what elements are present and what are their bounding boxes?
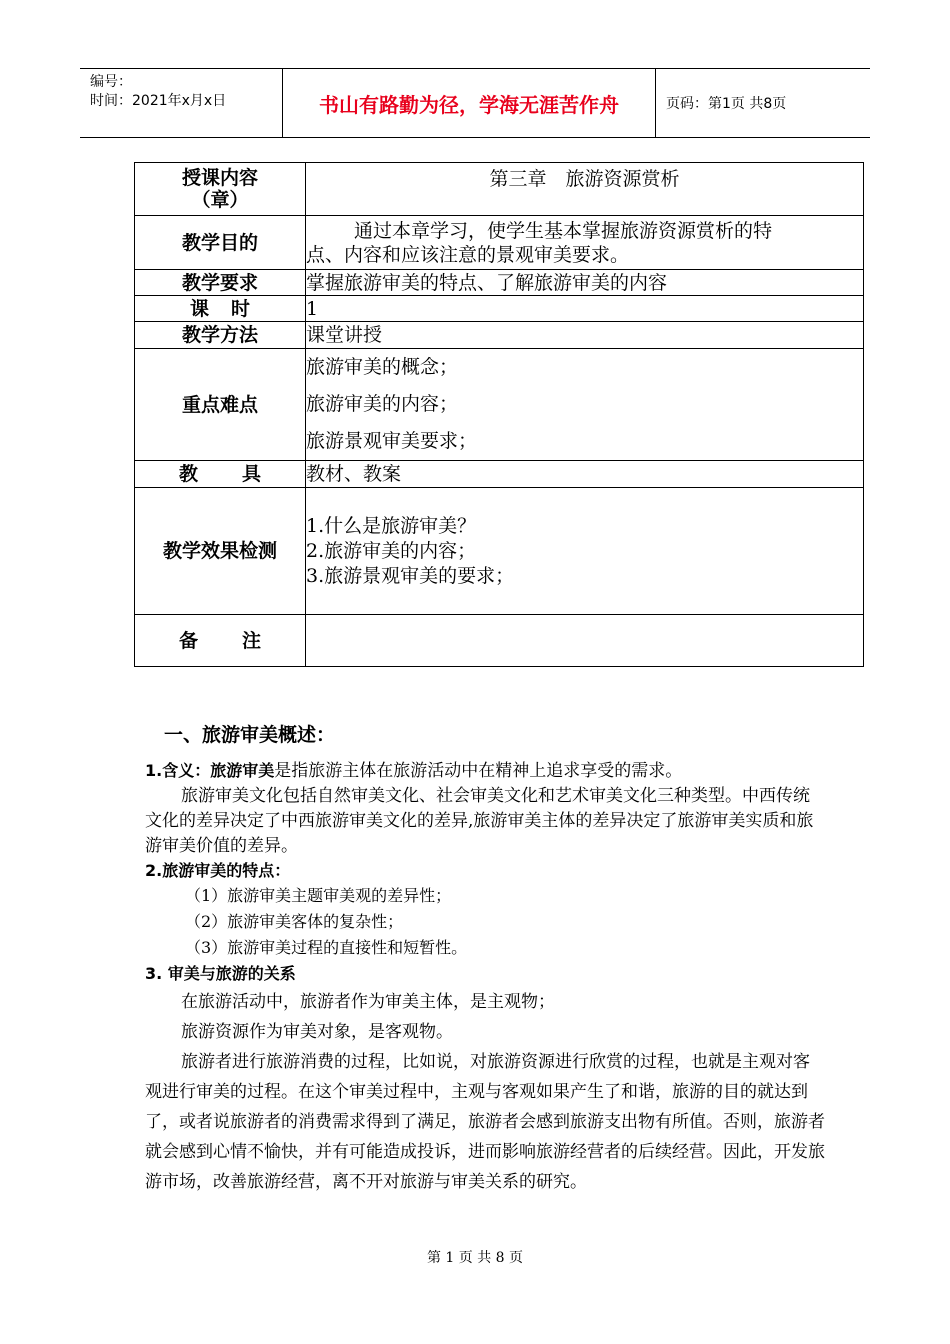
table-row [135, 461, 864, 488]
requirement-label: 教学要求 [135, 270, 306, 296]
content-value: 第三章 旅游资源赏析 [306, 163, 864, 216]
relation-paragraph: 旅游者进行旅游消费的过程，比如说，对旅游资源进行欣赏的过程，也就是主观对客观进行审美的过程。在这个审美过程中，主观与客观如果产生了和谐，旅游的目的就达到了，或者说旅游者的消费需求得到了满足，旅游者会感到旅游支出物有所值。否则，旅游者就会感到心情不愉快，并有可能造成投诉，进而影响旅游经营者的后续经营。因此，开发旅游市场，改善旅游经营，离不开对旅游与审美关系的研究。 [145, 1052, 825, 1192]
tools-label: 教具 [178, 463, 305, 485]
table-row [135, 615, 864, 667]
check-items [306, 488, 864, 615]
content-label-cell [135, 163, 306, 216]
key-points [306, 349, 864, 461]
section-body [145, 758, 825, 1197]
culture-paragraph: 旅游审美文化包括自然审美文化、社会审美文化和艺术审美文化三种类型。中西传统文化的差异决定了中西旅游审美文化的差异,旅游审美主体的差异决定了旅游审美实质和旅游审美价值的差异。 [145, 786, 814, 856]
method-label: 教学方法 [135, 322, 306, 349]
requirement-value: 掌握旅游审美的特点、了解旅游审美的内容 [306, 270, 864, 296]
remark-value [306, 615, 864, 667]
table-row [135, 349, 864, 461]
motto: 书山有路勤为径，学海无涯苦作舟 [282, 69, 656, 137]
relation-subject: 在旅游活动中，旅游者作为审美主体，是主观物； [181, 992, 555, 1012]
check-label: 教学效果检测 [135, 488, 306, 615]
relation-heading: 3. 审美与旅游的关系 [145, 964, 296, 983]
page-header [80, 68, 870, 138]
definition-text: 是指旅游主体在旅游活动中在精神上追求享受的需求。 [274, 761, 683, 781]
purpose-label: 教学目的 [135, 216, 306, 270]
table-row [135, 216, 864, 270]
hours-value: 1 [306, 296, 864, 322]
number-label: 编号： [90, 74, 132, 90]
purpose-line-2: 点、内容和应该注意的景观审美要求。 [306, 243, 630, 266]
header-meta [80, 69, 282, 137]
key-label: 重点难点 [135, 349, 306, 461]
definition-paragraph [145, 758, 825, 784]
feature-item: （1）旅游审美主题审美观的差异性； [185, 886, 452, 905]
table-row [135, 322, 864, 349]
definition-lead: 1.含义：旅游审美 [145, 761, 275, 780]
page-info: 页码：第1页 共8页 [666, 96, 787, 112]
check-item: 3.旅游景观审美的要求； [306, 564, 515, 587]
relation-object: 旅游资源作为审美对象，是客观物。 [181, 1022, 453, 1042]
page-footer: 第 1 页 共 8 页 [426, 1250, 524, 1266]
method-value: 课堂讲授 [306, 322, 864, 349]
table-row [135, 488, 864, 615]
table-row [135, 163, 864, 216]
table-row [135, 296, 864, 322]
content-label: 授课内容 [181, 167, 258, 189]
tools-label-cell [135, 461, 306, 488]
key-point: 旅游审美的概念； [306, 356, 459, 378]
content-label-sub: （章） [191, 189, 249, 211]
feature-item: （2）旅游审美客体的复杂性； [185, 912, 404, 931]
hours-label: 课时 [189, 297, 272, 320]
feature-item: （3）旅游审美过程的直接性和短暂性。 [185, 938, 468, 957]
key-point: 旅游审美的内容； [306, 393, 459, 415]
key-point: 旅游景观审美要求； [306, 430, 478, 452]
date-label: 时间：2021年x月x日 [90, 93, 227, 109]
purpose-line-1: 通过本章学习，使学生基本掌握旅游资源赏析的特 [354, 219, 773, 242]
check-item: 2.旅游审美的内容； [306, 539, 477, 562]
section-heading: 一、旅游审美概述： [164, 724, 336, 746]
check-item: 1.什么是旅游审美？ [306, 514, 477, 537]
lesson-plan-table [134, 162, 864, 667]
remark-label-cell [135, 615, 306, 667]
remark-label: 备注 [178, 629, 305, 652]
table-row [135, 270, 864, 296]
hours-label-cell [135, 296, 306, 322]
tools-value: 教材、教案 [306, 461, 864, 488]
features-heading: 2.旅游审美的特点： [145, 861, 291, 880]
purpose-value [306, 216, 864, 270]
